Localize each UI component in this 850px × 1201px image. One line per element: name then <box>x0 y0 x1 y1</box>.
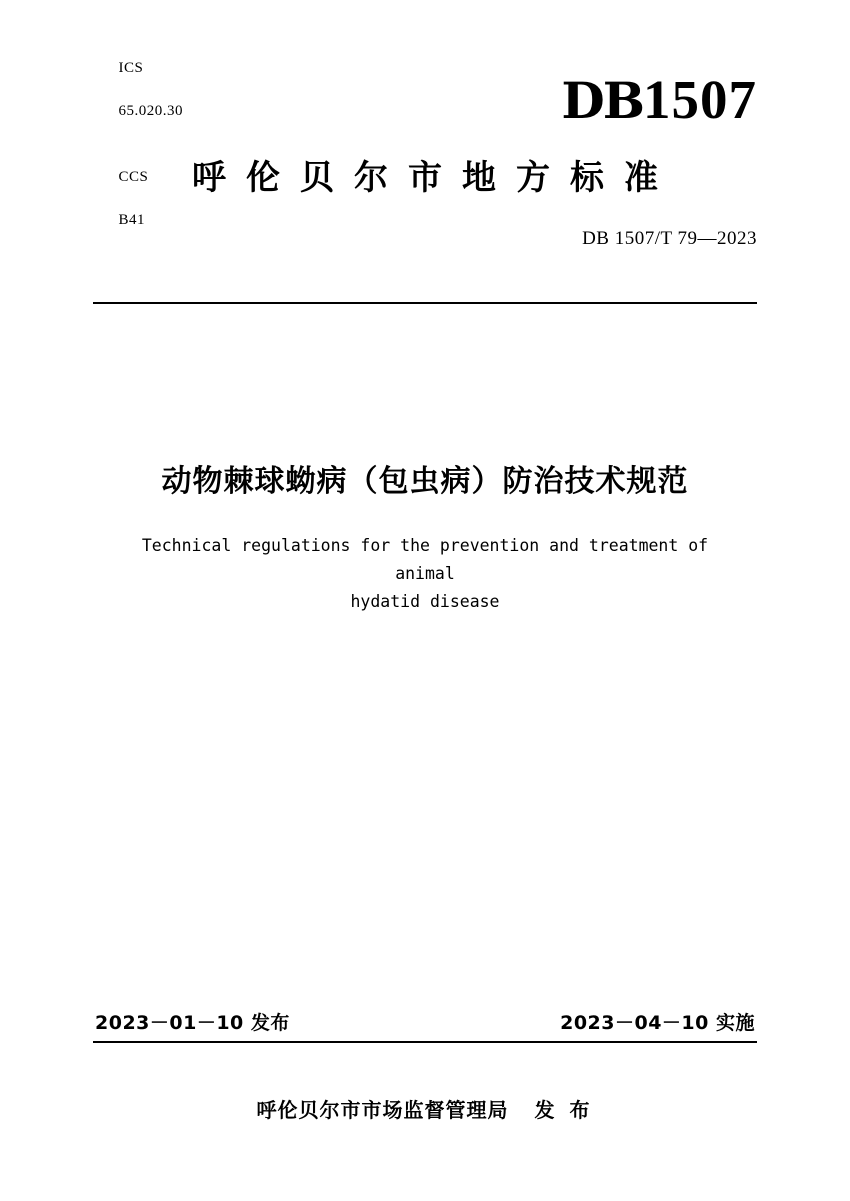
document-title-english-line2: hydatid disease <box>350 592 500 612</box>
db-digits: 1507 <box>643 69 757 130</box>
effective-date: 2023－04－10 实施 <box>560 1012 755 1034</box>
ccs-value: B41 <box>118 212 146 228</box>
publisher-action: 发 布 <box>534 1098 594 1122</box>
document-title-english-line1: Technical regulations for the prevention and treatment of animal <box>141 536 709 584</box>
header-divider <box>93 302 757 304</box>
ics-label: ICS <box>118 59 144 76</box>
document-title-chinese: 动物棘球蚴病（包虫病）防治技术规范 <box>161 464 689 499</box>
db-prefix: DB <box>561 71 643 130</box>
classification-block <box>93 36 183 254</box>
document-title-english <box>110 532 740 616</box>
standard-series-number <box>561 69 757 130</box>
publisher-name: 呼伦贝尔市市场监督管理局 <box>256 1098 509 1122</box>
release-date: 2023－01－10 发布 <box>95 1012 290 1034</box>
footer-divider <box>93 1041 757 1043</box>
publisher-line <box>0 1094 850 1123</box>
ccs-label: CCS <box>118 168 149 185</box>
ics-value: 65.020.30 <box>118 103 183 120</box>
issuing-organization-title: 呼伦贝尔市地方标准 <box>192 158 678 198</box>
ics-line <box>93 36 183 145</box>
standard-code: DB 1507/T 79—2023 <box>582 228 757 249</box>
